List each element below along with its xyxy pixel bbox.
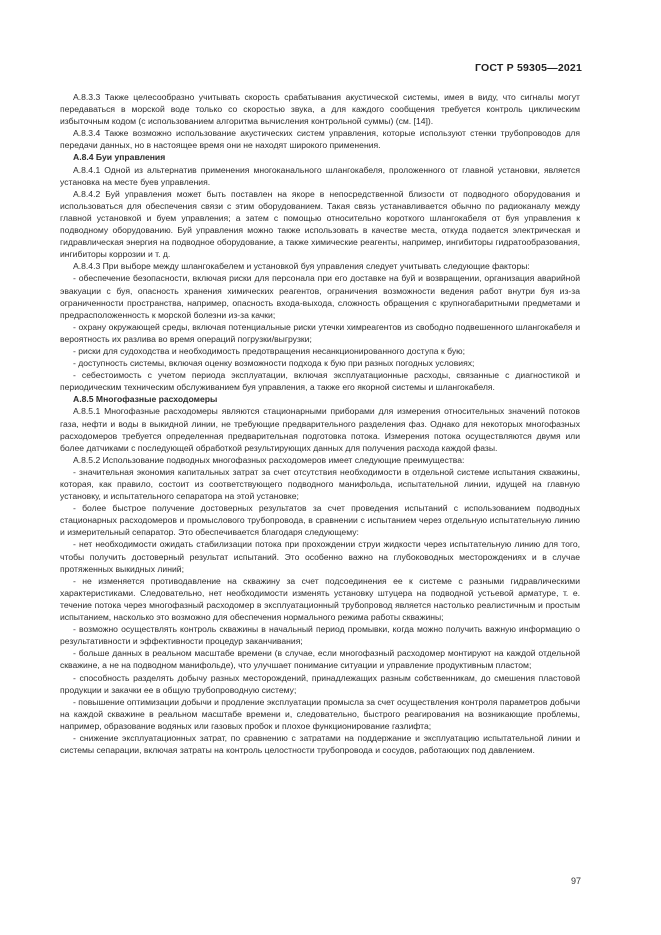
standard-header: ГОСТ Р 59305—2021 [474, 62, 582, 74]
paragraph-a-8-3-4: А.8.3.4 Также возможно использование акустических систем управления, которые используют стенки трубопроводов для передачи данных, но в настоящее время они не находят широкого применения. [60, 128, 580, 151]
list-item: - обеспечение безопасности, включая риски для персонала при его доставке на буй и возвращении, организация аварийной эвакуации с буя, опасность хранения химических реагентов, ограничения возможности ведения работ внутри буя из-за ограниченности пространства, например, опасность входа-выхода, сложность обращения с крупногабаритными предметами и предрасположенность к морской болезни из-за качки; [60, 273, 580, 320]
paragraph-a-8-5-2: А.8.5.2 Использование подводных многофазных расходомеров имеет следующие преимущества: [73, 454, 465, 465]
list-item: - способность разделять добычу разных месторождений, принадлежащих разным собственникам, до смешения пластовой продукции и закачки ее в общую трубопроводную систему; [60, 672, 580, 695]
paragraph-a-8-5-1: А.8.5.1 Многофазные расходомеры являются стационарными приборами для измерения относительных значений потоков газа, нефти и воды в выкидной линии, не требующие предварительного разделения фаз. Однако для некоторых многофазных расходомеров требуется определенная предварительная подготовка потока. Измерения потока осуществляются двумя или более датчиками с последующей обработкой результирующих данных для получения расхода каждой фазы. [60, 406, 580, 453]
list-item: - повышение оптимизации добычи и продление эксплуатации промысла за счет осуществления контроля параметров добычи на каждой скважине в реальном масштабе времени и, следовательно, быстрого реагирования на возникающие проблемы, например, образование водяных или газовых пробок и плохое функционирование газлифта; [60, 696, 580, 731]
list-item: - снижение эксплуатационных затрат, по сравнению с затратами на поддержание и эксплуатацию испытательной линии и системы сепарации, включая затраты на контроль целостности трубопровода и сосудов, работающих под давлением. [60, 732, 580, 756]
list-item: - значительная экономия капитальных затрат за счет отсутствия необходимости в отдельной системе испытания скважины, которая, как правило, состоит из соответствующего подводного манифольда, испытательной линии, идущей на главную установку, и испытательного сепаратора на этой установке; [60, 466, 580, 502]
section-heading-a-8-4: А.8.4 Буи управления [73, 152, 166, 163]
list-item: - нет необходимости ожидать стабилизации потока при прохождении струи жидкости через испытательную линию для того, чтобы получить достоверный результат испытаний. Это особенно важно на глубоководных месторождениях и в случае протяженных выкидных линий; [60, 539, 580, 574]
list-item: - возможно осуществлять контроль скважины в начальный период промывки, когда можно получить важную информацию о результативности и эффективности процедур заканчивания; [60, 624, 580, 647]
document-body [60, 91, 580, 756]
paragraph-a-8-4-2: А.8.4.2 Буй управления может быть поставлен на якоре в непосредственной близости от подводного оборудования и использоваться для обеспечения связи с этим оборудованием. Такая связь устанавливается обычно по радиоканалу между главной установкой и буем управления; а затем с помощью относительно короткого шлангокабеля от буя управления к подводному оборудованию. Буй управления можно также использовать в качестве места, откуда подается электрическая и гидравлическая энергия на подводное оборудование, а также химические реагенты, например, ингибиторы гидратообразования, ингибиторы коррозии и т. д. [60, 188, 580, 260]
paragraph-a-8-3-3: А.8.3.3 Также целесообразно учитывать скорость срабатывания акустической системы, имея в виду, что сигналы могут передаваться в морской воде только со скоростью звука, а для каждого сообщения требуется контроль циклическим избыточным кодом (с использованием алгоритма вычисления контрольной суммы) (см. [14]). [60, 92, 580, 127]
list-item: - охрану окружающей среды, включая потенциальные риски утечки химреагентов из свободно подвешенного шлангокабеля и вероятность их разлива во время операций погрузки/выгрузки; [60, 321, 580, 344]
list-item: - не изменяется противодавление на скважину за счет подсоединения ее к системе с разными гидравлическими характеристиками. Следовательно, нет необходимости изменять установку штуцера на подводной устьевой арматуре, т. е. течение потока через многофазный расходомер в эксплуатационный трубопровод является настолько реалистичным и простым испытанием, насколько это возможно для обеспечения нормального режима работы скважины; [60, 575, 580, 623]
section-heading-a-8-5: А.8.5 Многофазные расходомеры [73, 394, 218, 405]
list-item: - доступность системы, включая оценку возможности подхода к бую при разных погодных условиях; [73, 358, 475, 369]
paragraph-a-8-4-1: А.8.4.1 Одной из альтернатив применения многоканального шлангокабеля, проложенного от главной установки, является установка на месте буев управления. [60, 164, 580, 187]
list-item: - себестоимость с учетом периода эксплуатации, включая эксплуатационные расходы, связанные с диагностикой и периодическим техническим обслуживанием буя управления, а также его якорной системы и шлангокабеля. [60, 370, 580, 393]
paragraph-a-8-4-3: А.8.4.3 При выборе между шлангокабелем и установкой буя управления следует учитывать следующие факторы: [73, 261, 530, 272]
page-number: 97 [570, 876, 581, 886]
list-item: - больше данных в реальном масштабе времени (в случае, если многофазный расходомер монтируют на каждой отдельной скважине, а не на подводном манифольде), что улучшает понимание ситуации и управление продуктивным пластом; [60, 648, 580, 671]
list-item: - риски для судоходства и необходимость предотвращения несанкционированного доступа к бую; [73, 345, 465, 356]
list-item: - более быстрое получение достоверных результатов за счет проведения испытаний с использованием подводных стационарных расходомеров и промыслового трубопровода, в сравнении с испытанием через отдельную испытательную линию и измерительный сепаратор. Это обеспечивается благодаря следующему: [60, 503, 580, 538]
